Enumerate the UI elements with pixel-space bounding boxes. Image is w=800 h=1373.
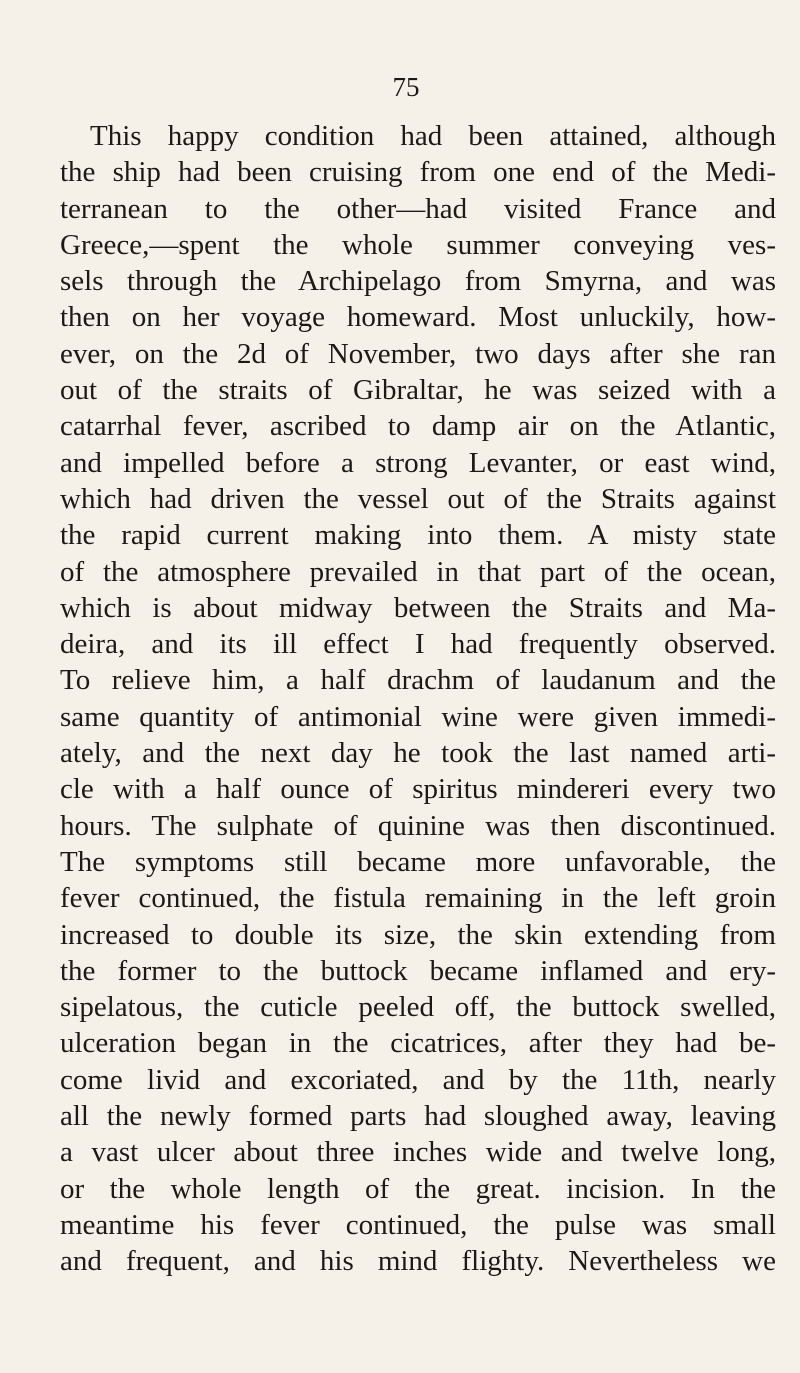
text-line: of the atmosphere prevailed in that part of the ocean, (60, 555, 776, 588)
text-line: The symptoms still became more unfavorable, the (60, 845, 776, 878)
text-line: terranean to the other—had visited France and (60, 192, 776, 225)
text-line: sels through the Archipelago from Smyrna, and was (60, 265, 776, 298)
text-line: To relieve him, a half drachm of laudanum and the (60, 664, 776, 697)
text-line: the former to the buttock became inflamed and ery- (60, 954, 776, 987)
text-line: ately, and the next day he took the last named arti- (60, 737, 776, 770)
text-line: catarrhal fever, ascribed to damp air on the Atlantic, (60, 410, 776, 443)
text-line: the ship had been cruising from one end of the Medi- (60, 156, 776, 189)
body-text (60, 118, 776, 1280)
text-line: ulceration began in the cicatrices, after they had be- (60, 1027, 776, 1060)
text-line: a vast ulcer about three inches wide and twelve long, (60, 1136, 776, 1169)
text-line: ever, on the 2d of November, two days after she ran (60, 337, 776, 370)
text-line: out of the straits of Gibraltar, he was seized with a (60, 374, 776, 407)
text-line: hours. The sulphate of quinine was then discontinued. (60, 809, 776, 842)
text-line: all the newly formed parts had sloughed away, leaving (60, 1100, 776, 1133)
text-line: fever continued, the fistula remaining in the left groin (60, 882, 776, 915)
text-line: deira, and its ill effect I had frequently observed. (60, 628, 776, 661)
text-line: same quantity of antimonial wine were given immedi- (60, 700, 776, 733)
text-line: and impelled before a strong Levanter, or east wind, (60, 446, 776, 479)
text-line: cle with a half ounce of spiritus mindereri every two (60, 773, 776, 806)
text-line: Greece,—spent the whole summer conveying ves- (60, 228, 776, 261)
text-line: sipelatous, the cuticle peeled off, the buttock swelled, (60, 991, 776, 1024)
text-line: meantime his fever continued, the pulse was small (60, 1208, 776, 1241)
text-line: and frequent, and his mind flighty. Nevertheless we (60, 1245, 776, 1278)
text-line: the rapid current making into them. A misty state (60, 519, 776, 552)
text-line: which is about midway between the Straits and Ma- (60, 591, 776, 624)
page-number: 75 (392, 72, 420, 102)
text-line: or the whole length of the great. incision. In the (60, 1172, 776, 1205)
text-line: which had driven the vessel out of the Straits against (60, 482, 776, 515)
text-line: This happy condition had been attained, although (90, 120, 776, 152)
text-line: increased to double its size, the skin extending from (60, 918, 776, 951)
text-line: come livid and excoriated, and by the 11th, nearly (60, 1063, 776, 1096)
text-line: then on her voyage homeward. Most unluckily, how- (60, 301, 776, 334)
